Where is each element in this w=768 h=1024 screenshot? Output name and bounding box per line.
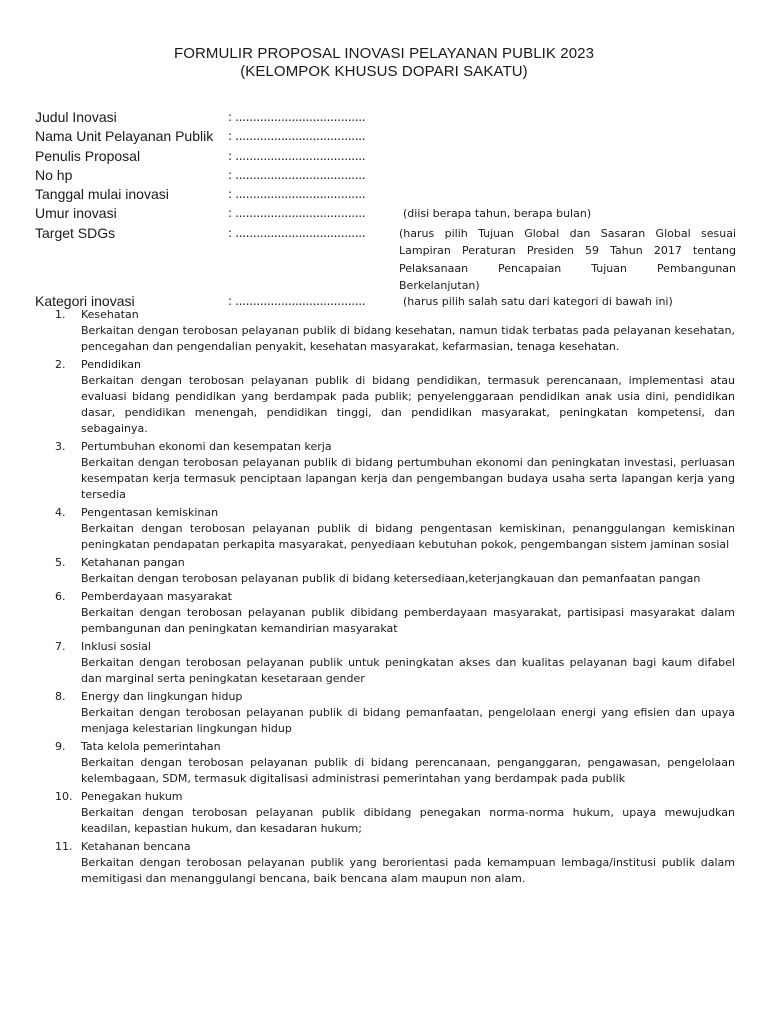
list-item (55, 689, 735, 737)
field-label: Judul Inovasi (35, 109, 117, 125)
field-label: Penulis Proposal (35, 147, 141, 164)
category-name: Tata kelola pemerintahan (81, 740, 221, 753)
category-name: Penegakan hukum (81, 790, 183, 803)
category-description: Berkaitan dengan terobosan pelayanan publik dibidang penegakan norma-norma hukum, upaya mewujudkan keadilan, kepastian hukum, dan kesadaran hukum; (81, 806, 735, 835)
field-judul-inovasi (35, 108, 740, 127)
category-list (55, 307, 735, 887)
field-penulis-proposal (35, 147, 740, 166)
form-fields (35, 108, 740, 311)
document-subtitle: (KELOMPOK KHUSUS DOPARI SAKATU) (240, 63, 528, 80)
category-number: 11. (55, 840, 73, 853)
field-blank[interactable]: : ..................................... (228, 187, 366, 202)
category-description: Berkaitan dengan terobosan pelayanan publik di bidang pemanfaatan, pengelolaan energi yang efisien dan upaya menjaga kelestarian lingkungan hidup (81, 706, 735, 735)
field-note: (harus pilih Tujuan Global dan Sasaran Global sesuai Lampiran Peraturan Presiden 59 Tahun 2017 tentang Pelaksanaan Pencapaian Tujuan Pembangunan Berkelanjutan) (399, 226, 736, 293)
field-target-sdgs (35, 224, 740, 292)
category-name: Ketahanan pangan (81, 556, 185, 569)
list-item (55, 357, 735, 437)
category-name: Pendidikan (81, 358, 141, 371)
field-label: Umur inovasi (35, 205, 117, 222)
list-item (55, 505, 735, 553)
category-name: Kesehatan (81, 308, 139, 321)
field-blank[interactable]: : ..................................... (228, 225, 366, 240)
category-description: Berkaitan dengan terobosan pelayanan publik untuk peningkatan akses dan kualitas pelayanan bagi kaum difabel dan marginal serta peningkatan kesetaraan gender (81, 656, 735, 685)
category-description: Berkaitan dengan terobosan pelayanan publik di bidang pertumbuhan ekonomi dan peningkatan investasi, perluasan kesempatan kerja termasuk penciptaan lapangan kerja dan pengembangan budaya usaha serta lapangan kerja yang tersedia (81, 456, 735, 501)
category-description: Berkaitan dengan terobosan pelayanan publik di bidang pengentasan kemiskinan, penanggulangan kemiskinan peningkatan pendapatan perkapita masyarakat, penyediaan kebutuhan pokok, pengembangan sistem jaminan sosial (81, 522, 735, 551)
category-number: 4. (55, 506, 66, 519)
list-item (55, 789, 735, 837)
category-number: 7. (55, 640, 66, 653)
category-name: Pemberdayaan masyarakat (81, 590, 232, 603)
document-title: FORMULIR PROPOSAL INOVASI PELAYANAN PUBLIK 2023 (173, 45, 595, 62)
category-number: 9. (55, 740, 66, 753)
field-blank[interactable]: : ..................................... (228, 129, 366, 144)
category-number: 6. (55, 590, 66, 603)
category-description: Berkaitan dengan terobosan pelayanan publik di bidang pendidikan, termasuk perencanaan, implementasi atau evaluasi bidang pendidikan yang berdampak pada publik; penyelenggaraan pendidikan anak usia dini, pendidikan dasar, pendidikan menengah, pendidikan tinggi, dan pendidikan masyarakat, peningkatan kompetensi, dan sebagainya. (81, 374, 735, 435)
field-blank[interactable]: : ..................................... (228, 206, 366, 221)
list-item (55, 307, 735, 355)
category-name: Ketahanan bencana (81, 840, 191, 853)
category-description: Berkaitan dengan terobosan pelayanan publik yang berorientasi pada kemampuan lembaga/institusi publik dalam memitigasi dan menanggulangi bencana, baik bencana alam maupun non alam. (81, 856, 735, 885)
category-number: 5. (55, 556, 66, 569)
category-description: Berkaitan dengan terobosan pelayanan publik di bidang ketersediaan,keterjangkauan dan pemanfaatan pangan (81, 572, 701, 585)
field-label: Kategori inovasi (35, 292, 135, 309)
field-label: Tanggal mulai inovasi (35, 186, 169, 203)
category-description: Berkaitan dengan terobosan pelayanan publik dibidang pemberdayaan masyarakat, partisipasi masyarakat dalam pembangunan dan peningkatan kemandirian masyarakat (81, 606, 735, 635)
field-blank[interactable]: : ..................................... (228, 293, 366, 308)
category-number: 3. (55, 440, 66, 453)
field-umur-inovasi (35, 204, 740, 223)
field-blank[interactable]: : ..................................... (228, 110, 366, 124)
field-label: No hp (35, 166, 73, 183)
list-item (55, 739, 735, 787)
category-name: Pengentasan kemiskinan (81, 506, 219, 519)
list-item (55, 439, 735, 503)
field-blank[interactable]: : ..................................... (228, 148, 366, 163)
category-description: Berkaitan dengan terobosan pelayanan publik di bidang kesehatan, namun tidak terbatas pada pelayanan kesehatan, pencegahan dan pengendalian penyakit, kesehatan masyarakat, kefarmasian, tenaga kesehatan. (81, 324, 735, 353)
list-item (55, 555, 735, 587)
category-name: Inklusi sosial (81, 640, 151, 653)
category-name: Pertumbuhan ekonomi dan kesempatan kerja (81, 440, 332, 453)
category-number: 2. (55, 358, 66, 371)
category-description: Berkaitan dengan terobosan pelayanan publik di bidang perencanaan, penganggaran, pengawasan, pengelolaan kelembagaan, SDM, termasuk digitalisasi administrasi pemerintahan yang berdampak pada publik (81, 756, 735, 785)
field-blank[interactable]: : ..................................... (228, 167, 366, 182)
field-tanggal-mulai (35, 185, 740, 204)
field-nama-unit (35, 127, 740, 146)
field-no-hp (35, 166, 740, 185)
category-number: 1. (55, 308, 66, 321)
category-name: Energy dan lingkungan hidup (81, 690, 243, 703)
field-note: (harus pilih salah satu dari kategori di bawah ini) (403, 294, 673, 308)
list-item (55, 839, 735, 887)
category-number: 8. (55, 690, 66, 703)
field-label: Nama Unit Pelayanan Publik (35, 128, 214, 145)
field-note: (diisi berapa tahun, berapa bulan) (403, 207, 592, 221)
category-number: 10. (55, 790, 73, 803)
field-label: Target SDGs (35, 224, 116, 241)
list-item (55, 589, 735, 637)
list-item (55, 639, 735, 687)
